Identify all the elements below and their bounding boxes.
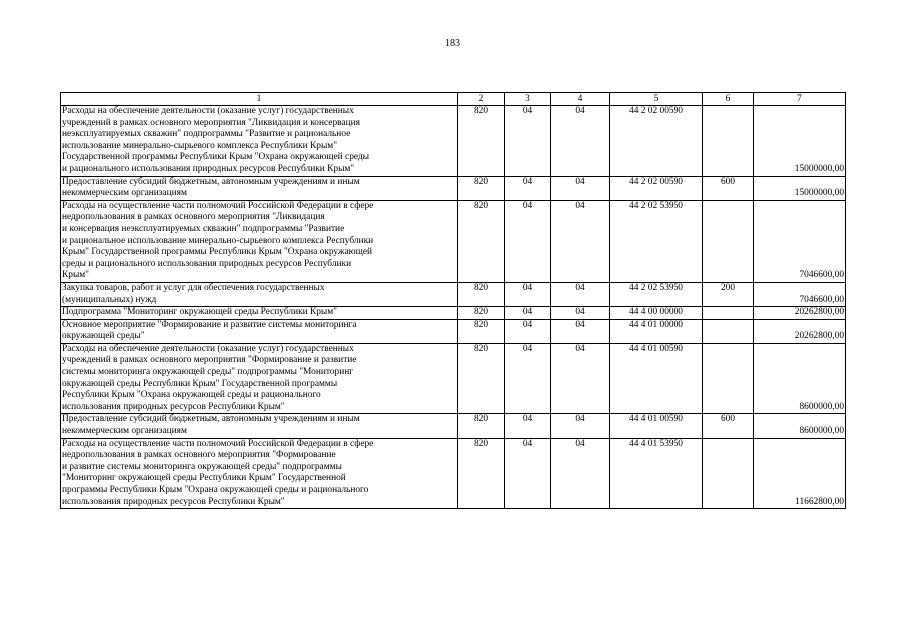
description-line: Расходы на обеспечение деятельности (оказание услуг) государственных [62, 106, 354, 116]
description-line: программы Республики Крым "Охрана окружающей среды и рационального [62, 485, 369, 495]
cell-code-3: 04 [505, 414, 551, 438]
description-line: Предоставление субсидий бюджетным, автономным учреждениям и иным [62, 176, 360, 187]
row-description [61, 176, 458, 200]
description-line: Расходы на осуществление части полномочий Российской Федерации в сфере [62, 438, 374, 449]
cell-amount: 20262800,00 [754, 307, 846, 320]
description-line: Расходы на осуществление части полномочий Российской Федерации в сфере [62, 200, 374, 211]
row-description [61, 319, 458, 343]
row-description [61, 438, 458, 509]
cell-code-4: 04 [551, 307, 610, 320]
description-line: "Мониторинг окружающей среды Республики Крым" Государственной [62, 473, 346, 484]
table-row [61, 176, 846, 200]
cell-code-5: 44 2 02 53950 [610, 282, 703, 306]
description-line: окружающей среды Республики Крым" Государственной программы [62, 378, 338, 389]
header-col-4: 4 [551, 93, 610, 106]
row-description [61, 200, 458, 282]
cell-amount: 11662800,00 [754, 438, 846, 509]
description-line: Подпрограмма "Мониторинг окружающей среды Республики Крым" [62, 307, 337, 318]
cell-code-5: 44 4 01 00590 [610, 414, 703, 438]
cell-code-2: 820 [458, 343, 505, 414]
description-line: использования природных ресурсов Республики Крым" [62, 496, 285, 507]
table-row [61, 282, 846, 306]
page-number: 183 [445, 38, 460, 49]
cell-code-2: 820 [458, 319, 505, 343]
description-line: системы мониторинга окружающей среды" подпрограммы "Мониторинг [62, 367, 354, 378]
cell-code-3: 04 [505, 282, 551, 306]
description-line: некоммерческим организациям [62, 188, 187, 199]
header-row [61, 93, 846, 106]
cell-code-5: 44 4 00 00000 [610, 307, 703, 320]
row-description [61, 343, 458, 414]
cell-code-5: 44 4 01 00590 [610, 343, 703, 414]
row-description [61, 307, 458, 320]
header-col-3: 3 [505, 93, 551, 106]
cell-code-5: 44 2 02 00590 [610, 176, 703, 200]
description-line: Крым" [62, 270, 89, 281]
cell-code-6: 200 [703, 282, 754, 306]
cell-amount: 20262800,00 [754, 319, 846, 343]
cell-code-2: 820 [458, 176, 505, 200]
description-line: Крым" Государственной программы Республики Крым "Охрана окружающей [62, 247, 373, 258]
cell-code-3: 04 [505, 343, 551, 414]
cell-code-6 [703, 438, 754, 509]
cell-code-3: 04 [505, 176, 551, 200]
cell-amount: 8600000,00 [754, 414, 846, 438]
cell-code-4: 04 [551, 343, 610, 414]
cell-amount: 7046600,00 [754, 200, 846, 282]
row-description [61, 106, 458, 177]
cell-code-6 [703, 307, 754, 320]
cell-code-4: 04 [551, 438, 610, 509]
description-line: и развитие системы мониторинга окружающей среды" подпрограммы [62, 461, 342, 472]
cell-amount: 8600000,00 [754, 343, 846, 414]
table-row [61, 438, 846, 509]
description-line: Основное мероприятие "Формирование и развитие системы мониторинга [62, 319, 357, 330]
header-col-7: 7 [754, 93, 846, 106]
cell-code-5: 44 2 02 00590 [610, 106, 703, 177]
cell-code-5: 44 4 01 00000 [610, 319, 703, 343]
row-description [61, 414, 458, 438]
cell-code-4: 04 [551, 319, 610, 343]
cell-code-3: 04 [505, 200, 551, 282]
description-line: Расходы на обеспечение деятельности (оказание услуг) государственных [62, 343, 354, 354]
description-line: окружающей среды" [62, 331, 145, 342]
description-line: Государственной программы Республики Крым "Охрана окружающей среды [62, 152, 369, 163]
header-col-1: 1 [61, 93, 458, 106]
table-row [61, 319, 846, 343]
cell-code-3: 04 [505, 307, 551, 320]
description-line: некоммерческим организациям [62, 426, 187, 437]
cell-code-2: 820 [458, 307, 505, 320]
budget-table [60, 92, 846, 509]
cell-code-4: 04 [551, 106, 610, 177]
cell-amount: 15000000,00 [754, 176, 846, 200]
cell-code-2: 820 [458, 200, 505, 282]
table-row [61, 343, 846, 414]
cell-code-4: 04 [551, 176, 610, 200]
header-col-5: 5 [610, 93, 703, 106]
description-line: (муниципальных) нужд [62, 294, 157, 305]
description-line: учреждений в рамках основного мероприятия "Формирование и развитие [62, 355, 357, 366]
cell-code-3: 04 [505, 438, 551, 509]
cell-code-6 [703, 319, 754, 343]
cell-code-4: 04 [551, 282, 610, 306]
cell-code-3: 04 [505, 319, 551, 343]
description-line: среды и рационального использования природных ресурсов Республики [62, 258, 352, 269]
cell-code-4: 04 [551, 414, 610, 438]
cell-code-6 [703, 106, 754, 177]
description-line: учреждений в рамках основного мероприятия "Ликвидация и консервация [62, 117, 360, 128]
description-line: недропользования в рамках основного мероприятия "Формирование [62, 450, 336, 461]
header-col-6: 6 [703, 93, 754, 106]
cell-code-6 [703, 200, 754, 282]
description-line: использование минерально-сырьевого комплекса Республики Крым" [62, 140, 338, 151]
cell-code-5: 44 2 02 53950 [610, 200, 703, 282]
cell-code-2: 820 [458, 106, 505, 177]
header-col-2: 2 [458, 93, 505, 106]
cell-code-4: 04 [551, 200, 610, 282]
description-line: неэксплуатируемых скважин" подпрограммы "Развитие и рациональное [62, 129, 351, 140]
description-line: и рациональное использование минерально-сырьевого комплекса Республики [62, 235, 374, 246]
description-line: Закупка товаров, работ и услуг для обеспечения государственных [62, 282, 325, 293]
description-line: недропользования в рамках основного мероприятия "Ликвидация [62, 212, 325, 223]
description-line: Республики Крым "Охрана окружающей среды и рационального [62, 390, 321, 401]
cell-code-2: 820 [458, 438, 505, 509]
table-row [61, 307, 846, 320]
cell-code-6: 600 [703, 176, 754, 200]
cell-code-6 [703, 343, 754, 414]
table-row [61, 414, 846, 438]
table-row [61, 200, 846, 282]
description-line: и рационального использования природных ресурсов Республики Крым" [62, 163, 355, 174]
cell-amount: 15000000,00 [754, 106, 846, 177]
cell-code-5: 44 4 01 53950 [610, 438, 703, 509]
cell-code-2: 820 [458, 282, 505, 306]
cell-code-3: 04 [505, 106, 551, 177]
cell-code-2: 820 [458, 414, 505, 438]
description-line: и консервация неэксплуатируемых скважин" подпрограммы "Развитие [62, 223, 345, 234]
cell-amount: 7046600,00 [754, 282, 846, 306]
row-description [61, 282, 458, 306]
description-line: использования природных ресурсов Республики Крым" [62, 401, 285, 412]
description-line: Предоставление субсидий бюджетным, автономным учреждениям и иным [62, 414, 360, 425]
cell-code-6: 600 [703, 414, 754, 438]
table-row [61, 106, 846, 177]
